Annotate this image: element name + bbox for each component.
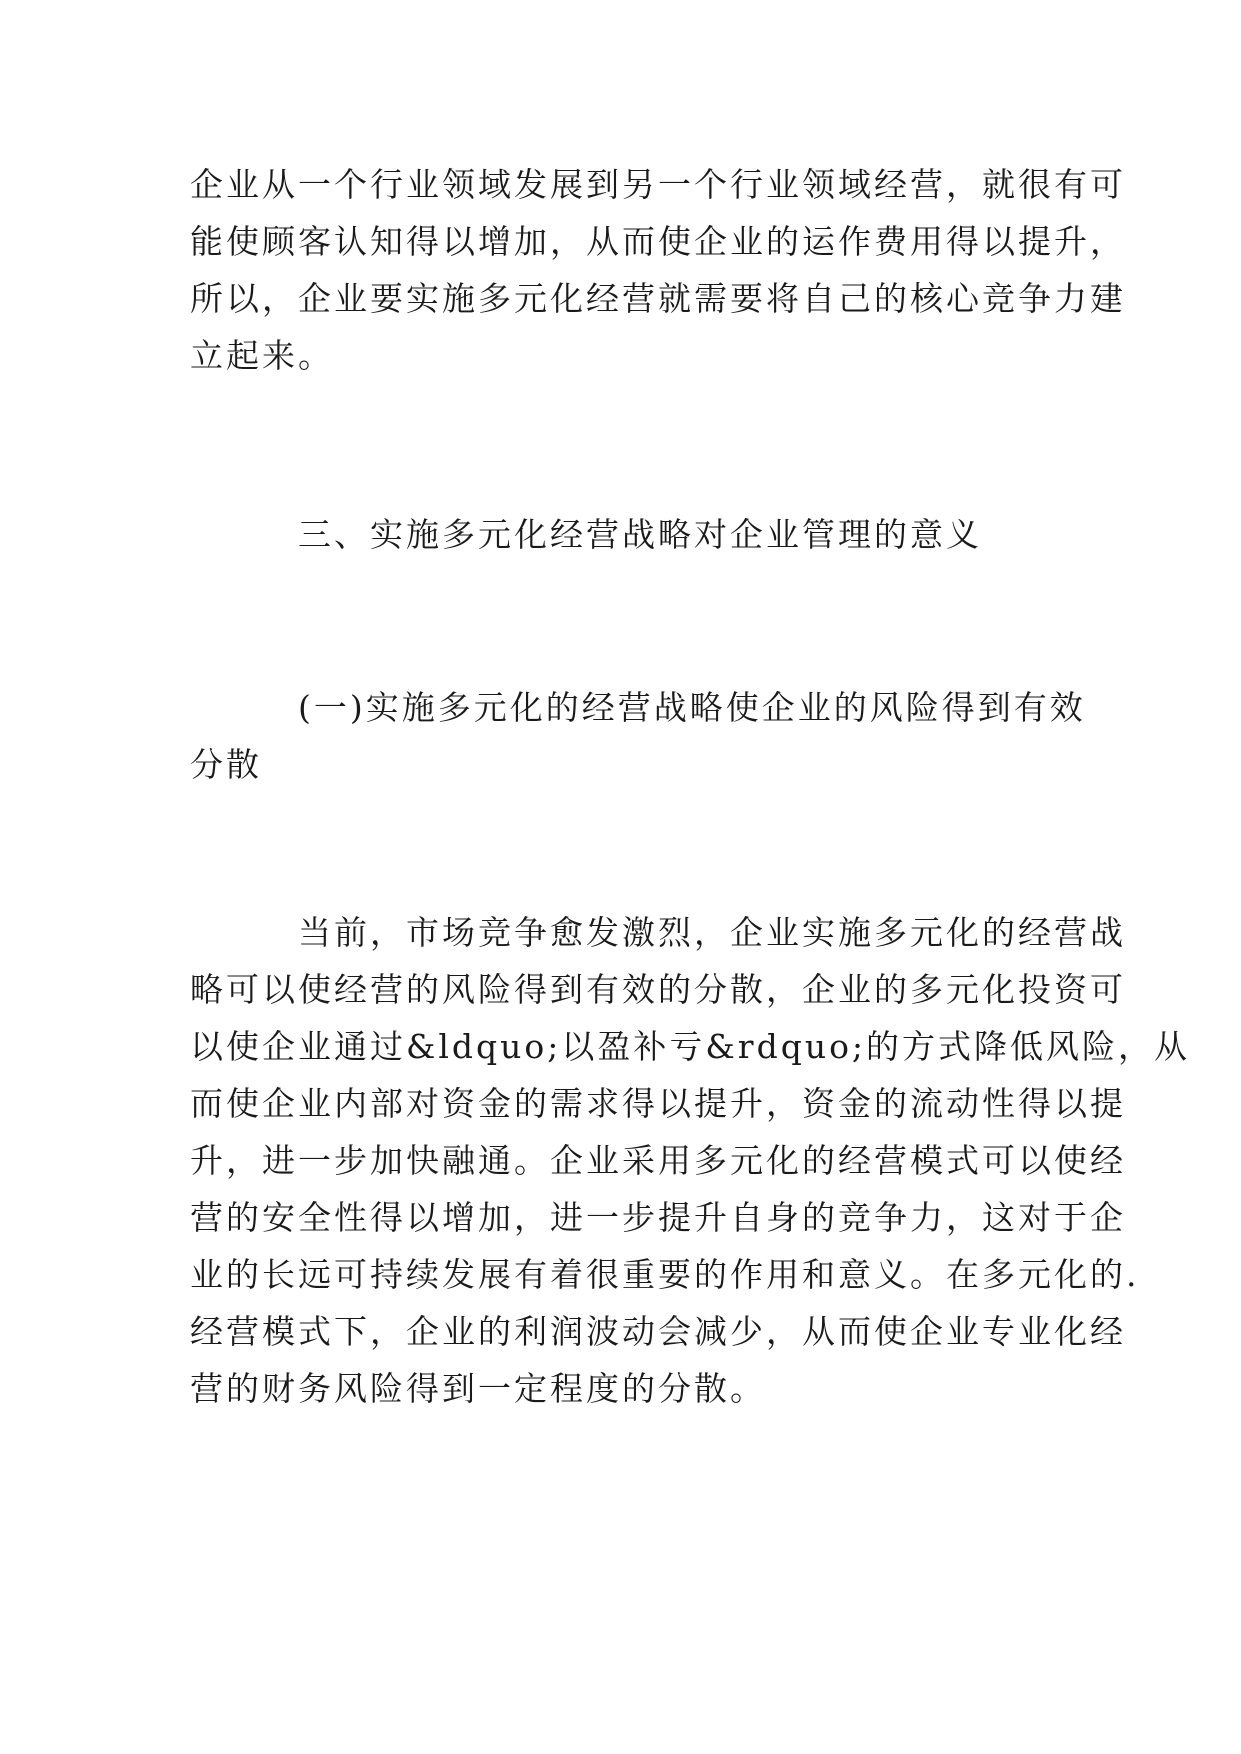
paragraph-line: 业的长远可持续发展有着很重要的作用和意义。在多元化的. [190,1255,1140,1294]
paragraph-risk-diversification [190,904,1191,1417]
paragraph-line: 当前，市场竞争愈发激烈，企业实施多元化的经营战 [298,913,1126,952]
paragraph-line: 营的安全性得以增加，进一步提升自身的竞争力，这对于企 [190,1198,1126,1237]
paragraph-line: 企业从一个行业领域发展到另一个行业领域经营，就很有可 [190,165,1126,204]
paragraph-line: 略可以使经营的风险得到有效的分散，企业的多元化投资可 [190,970,1126,1009]
paragraph-line: 升，进一步加快融通。企业采用多元化的经营模式可以使经 [190,1141,1126,1180]
subsection-heading-line: 分散 [190,745,262,784]
paragraph-line: 能使顾客认知得以增加，从而使企业的运作费用得以提升， [190,222,1126,261]
paragraph-line: 营的财务风险得到一定程度的分散。 [190,1369,766,1408]
subsection-heading [190,679,1086,793]
paragraph-line: 而使企业内部对资金的需求得以提升，资金的流动性得以提 [190,1084,1126,1123]
section-heading-text: 三、实施多元化经营战略对企业管理的意义 [298,515,982,554]
paragraph-line: 所以，企业要实施多元化经营就需要将自己的核心竞争力建 [190,279,1126,318]
subsection-heading-line: (一)实施多元化的经营战略使企业的风险得到有效 [298,688,1086,727]
paragraph-line: 立起来。 [190,336,334,375]
paragraph-core-competence [190,156,1126,384]
paragraph-line: 以使企业通过&ldquo;以盈补亏&rdquo;的方式降低风险，从 [190,1027,1191,1066]
section-heading [190,506,1070,563]
paragraph-line: 经营模式下，企业的利润波动会减少，从而使企业专业化经 [190,1312,1126,1351]
